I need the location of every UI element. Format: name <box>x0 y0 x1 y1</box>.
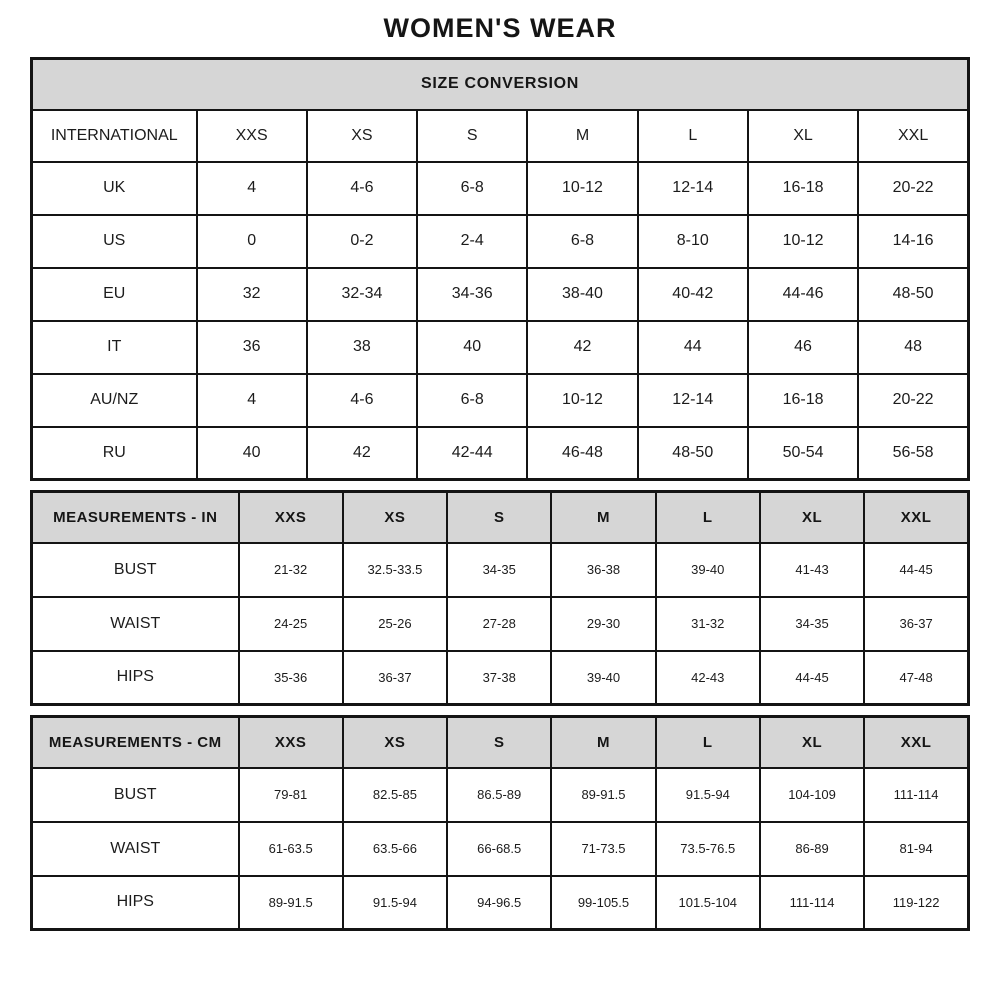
data-cell: 111-114 <box>760 876 864 930</box>
data-cell: 40 <box>197 427 307 480</box>
size-conversion-table <box>30 57 970 481</box>
data-cell: 42-43 <box>656 651 760 705</box>
data-cell: 94-96.5 <box>447 876 551 930</box>
row-label: RU <box>32 427 197 480</box>
data-cell: 66-68.5 <box>447 822 551 876</box>
data-cell: 39-40 <box>656 543 760 597</box>
header-cell: L <box>638 110 748 162</box>
data-cell: 6-8 <box>417 374 527 427</box>
data-cell: 63.5-66 <box>343 822 447 876</box>
row-label: BUST <box>32 768 239 822</box>
header-cell: M <box>527 110 637 162</box>
data-cell: 36-37 <box>864 597 968 651</box>
data-cell: 10-12 <box>748 215 858 268</box>
table-header-row <box>32 717 969 768</box>
data-cell: 91.5-94 <box>656 768 760 822</box>
data-cell: 16-18 <box>748 374 858 427</box>
data-cell: 10-12 <box>527 374 637 427</box>
data-cell: 61-63.5 <box>239 822 343 876</box>
data-cell: 37-38 <box>447 651 551 705</box>
header-cell: XS <box>343 717 447 768</box>
data-cell: 73.5-76.5 <box>656 822 760 876</box>
header-cell: XL <box>748 110 858 162</box>
data-cell: 89-91.5 <box>239 876 343 930</box>
header-cell: XXL <box>864 492 968 543</box>
data-cell: 20-22 <box>858 162 968 215</box>
header-cell: L <box>656 717 760 768</box>
header-cell: S <box>447 492 551 543</box>
data-cell: 14-16 <box>858 215 968 268</box>
data-cell: 4-6 <box>307 162 417 215</box>
table-header-row <box>32 492 969 543</box>
data-cell: 48-50 <box>858 268 968 321</box>
table-title: SIZE CONVERSION <box>32 59 969 110</box>
data-cell: 41-43 <box>760 543 864 597</box>
data-cell: 34-35 <box>447 543 551 597</box>
data-cell: 42 <box>307 427 417 480</box>
data-cell: 71-73.5 <box>551 822 655 876</box>
data-cell: 12-14 <box>638 162 748 215</box>
data-cell: 42-44 <box>417 427 527 480</box>
data-cell: 32-34 <box>307 268 417 321</box>
data-cell: 79-81 <box>239 768 343 822</box>
data-cell: 20-22 <box>858 374 968 427</box>
data-cell: 6-8 <box>527 215 637 268</box>
header-cell: M <box>551 717 655 768</box>
data-cell: 40-42 <box>638 268 748 321</box>
header-cell: MEASUREMENTS - CM <box>32 717 239 768</box>
data-cell: 6-8 <box>417 162 527 215</box>
header-cell: XXS <box>239 492 343 543</box>
data-cell: 36 <box>197 321 307 374</box>
data-cell: 46-48 <box>527 427 637 480</box>
data-cell: 24-25 <box>239 597 343 651</box>
header-cell: MEASUREMENTS - IN <box>32 492 239 543</box>
data-cell: 36-38 <box>551 543 655 597</box>
data-cell: 38-40 <box>527 268 637 321</box>
data-cell: 82.5-85 <box>343 768 447 822</box>
data-cell: 86-89 <box>760 822 864 876</box>
header-cell: L <box>656 492 760 543</box>
data-cell: 104-109 <box>760 768 864 822</box>
header-cell: XXL <box>864 717 968 768</box>
row-label: WAIST <box>32 822 239 876</box>
data-cell: 46 <box>748 321 858 374</box>
table-row <box>32 543 969 597</box>
data-cell: 101.5-104 <box>656 876 760 930</box>
data-cell: 48 <box>858 321 968 374</box>
data-cell: 38 <box>307 321 417 374</box>
header-cell: XXL <box>858 110 968 162</box>
row-label: EU <box>32 268 197 321</box>
page-title: WOMEN'S WEAR <box>383 13 617 43</box>
row-label: HIPS <box>32 876 239 930</box>
data-cell: 56-58 <box>858 427 968 480</box>
data-cell: 44-45 <box>760 651 864 705</box>
data-cell: 21-32 <box>239 543 343 597</box>
data-cell: 10-12 <box>527 162 637 215</box>
table-row <box>32 268 969 321</box>
data-cell: 25-26 <box>343 597 447 651</box>
table-row <box>32 162 969 215</box>
data-cell: 48-50 <box>638 427 748 480</box>
data-cell: 36-37 <box>343 651 447 705</box>
table-row <box>32 768 969 822</box>
data-cell: 91.5-94 <box>343 876 447 930</box>
row-label: UK <box>32 162 197 215</box>
header-cell: S <box>447 717 551 768</box>
header-cell: XS <box>343 492 447 543</box>
table-row <box>32 321 969 374</box>
data-cell: 16-18 <box>748 162 858 215</box>
table-row <box>32 651 969 705</box>
header-cell: XL <box>760 492 864 543</box>
row-label: IT <box>32 321 197 374</box>
data-cell: 44 <box>638 321 748 374</box>
header-cell: XXS <box>197 110 307 162</box>
row-label: AU/NZ <box>32 374 197 427</box>
data-cell: 34-35 <box>760 597 864 651</box>
data-cell: 89-91.5 <box>551 768 655 822</box>
data-cell: 2-4 <box>417 215 527 268</box>
data-cell: 119-122 <box>864 876 968 930</box>
data-cell: 44-45 <box>864 543 968 597</box>
measurements-in-table <box>30 490 970 706</box>
data-cell: 29-30 <box>551 597 655 651</box>
data-cell: 42 <box>527 321 637 374</box>
row-label: BUST <box>32 543 239 597</box>
data-cell: 27-28 <box>447 597 551 651</box>
data-cell: 99-105.5 <box>551 876 655 930</box>
data-cell: 47-48 <box>864 651 968 705</box>
data-cell: 8-10 <box>638 215 748 268</box>
table-row <box>32 374 969 427</box>
data-cell: 39-40 <box>551 651 655 705</box>
data-cell: 34-36 <box>417 268 527 321</box>
data-cell: 86.5-89 <box>447 768 551 822</box>
data-cell: 4-6 <box>307 374 417 427</box>
header-cell: INTERNATIONAL <box>32 110 197 162</box>
row-label: WAIST <box>32 597 239 651</box>
table-title-row <box>32 59 969 110</box>
table-row <box>32 215 969 268</box>
data-cell: 32.5-33.5 <box>343 543 447 597</box>
data-cell: 81-94 <box>864 822 968 876</box>
row-label: US <box>32 215 197 268</box>
header-cell: S <box>417 110 527 162</box>
table-row <box>32 427 969 480</box>
data-cell: 111-114 <box>864 768 968 822</box>
data-cell: 35-36 <box>239 651 343 705</box>
table-row <box>32 822 969 876</box>
table-row <box>32 597 969 651</box>
data-cell: 32 <box>197 268 307 321</box>
data-cell: 0-2 <box>307 215 417 268</box>
data-cell: 31-32 <box>656 597 760 651</box>
table-row <box>32 876 969 930</box>
measurements-cm-table <box>30 715 970 931</box>
data-cell: 0 <box>197 215 307 268</box>
data-cell: 12-14 <box>638 374 748 427</box>
header-cell: XL <box>760 717 864 768</box>
table-header-row <box>32 110 969 162</box>
data-cell: 4 <box>197 374 307 427</box>
data-cell: 40 <box>417 321 527 374</box>
row-label: HIPS <box>32 651 239 705</box>
header-cell: XXS <box>239 717 343 768</box>
header-cell: XS <box>307 110 417 162</box>
data-cell: 4 <box>197 162 307 215</box>
data-cell: 44-46 <box>748 268 858 321</box>
data-cell: 50-54 <box>748 427 858 480</box>
header-cell: M <box>551 492 655 543</box>
